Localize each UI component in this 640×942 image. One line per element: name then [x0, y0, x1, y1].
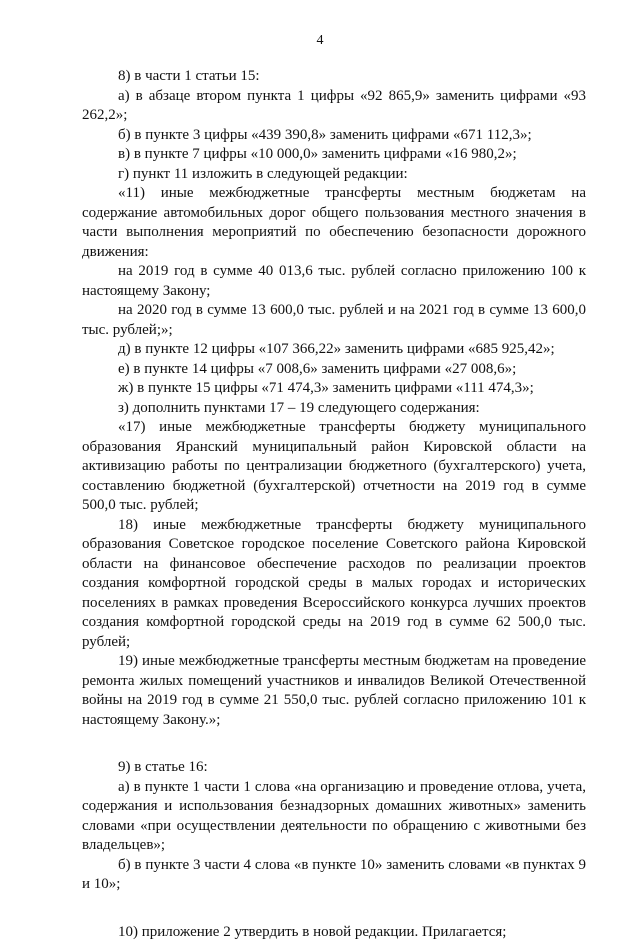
page-number: 4	[0, 33, 640, 49]
paragraph-1: 8) в части 1 статьи 15:	[82, 67, 586, 87]
paragraph-gap	[82, 895, 586, 923]
paragraph-10: е) в пункте 14 цифры «7 008,6» заменить цифрами «27 008,6»;	[82, 360, 586, 380]
paragraph-15: 19) иные межбюджетные трансферты местным бюджетам на проведение ремонта жилых помещений участников и инвалидов Великой Отечественной войны на 2019 год в сумме 21 550,0 тыс. рублей согласно приложению 101 к настоящему Закону.»;	[82, 652, 586, 730]
paragraph-5: г) пункт 11 изложить в следующей редакции:	[82, 165, 586, 185]
paragraph-16: 9) в статье 16:	[82, 758, 586, 778]
paragraph-18: б) в пункте 3 части 4 слова «в пункте 10» заменить словами «в пунктах 9 и 10»;	[82, 856, 586, 895]
paragraph-6: «11) иные межбюджетные трансферты местным бюджетам на содержание автомобильных дорог общего пользования местного значения в части выполнения мероприятий по обеспечению безопасности дорожного движения:	[82, 184, 586, 262]
paragraph-12: з) дополнить пунктами 17 – 19 следующего содержания:	[82, 399, 586, 419]
paragraph-9: д) в пункте 12 цифры «107 366,22» заменить цифрами «685 925,42»;	[82, 340, 586, 360]
paragraph-4: в) в пункте 7 цифры «10 000,0» заменить цифрами «16 980,2»;	[82, 145, 586, 165]
paragraph-8: на 2020 год в сумме 13 600,0 тыс. рублей и на 2021 год в сумме 13 600,0 тыс. рублей;»;	[82, 301, 586, 340]
paragraph-11: ж) в пункте 15 цифры «71 474,3» заменить цифрами «111 474,3»;	[82, 379, 586, 399]
paragraph-14: 18) иные межбюджетные трансферты бюджету муниципального образования Советское городское поселение Советского района Кировской области на финансовое обеспечение расходов по реализации проектов создания комфортной городской среды в малых городах и исторических поселениях в рамках проведения Всероссийского конкурса лучших проектов создания комфортной городской среды на 2019 год в сумме 62 500,0 тыс. рублей;	[82, 516, 586, 653]
paragraph-7: на 2019 год в сумме 40 013,6 тыс. рублей согласно приложению 100 к настоящему Закону;	[82, 262, 586, 301]
paragraph-17: а) в пункте 1 части 1 слова «на организацию и проведение отлова, учета, содержания и использования безнадзорных домашних животных» заменить словами «при осуществлении деятельности по обращению с животными без владельцев»;	[82, 778, 586, 856]
paragraph-13: «17) иные межбюджетные трансферты бюджету муниципального образования Яранский муниципальный район Кировской области на активизацию работы по централизации бюджетного (бухгалтерского) учета, составлению бюджетной (бухгалтерской) отчетности на 2019 год в сумме 500,0 тыс. рублей;	[82, 418, 586, 516]
document-body	[82, 67, 586, 942]
paragraph-gap	[82, 730, 586, 758]
paragraph-19: 10) приложение 2 утвердить в новой редакции. Прилагается;	[82, 923, 586, 942]
paragraph-2: а) в абзаце втором пункта 1 цифры «92 865,9» заменить цифрами «93 262,2»;	[82, 87, 586, 126]
paragraph-3: б) в пункте 3 цифры «439 390,8» заменить цифрами «671 112,3»;	[82, 126, 586, 146]
